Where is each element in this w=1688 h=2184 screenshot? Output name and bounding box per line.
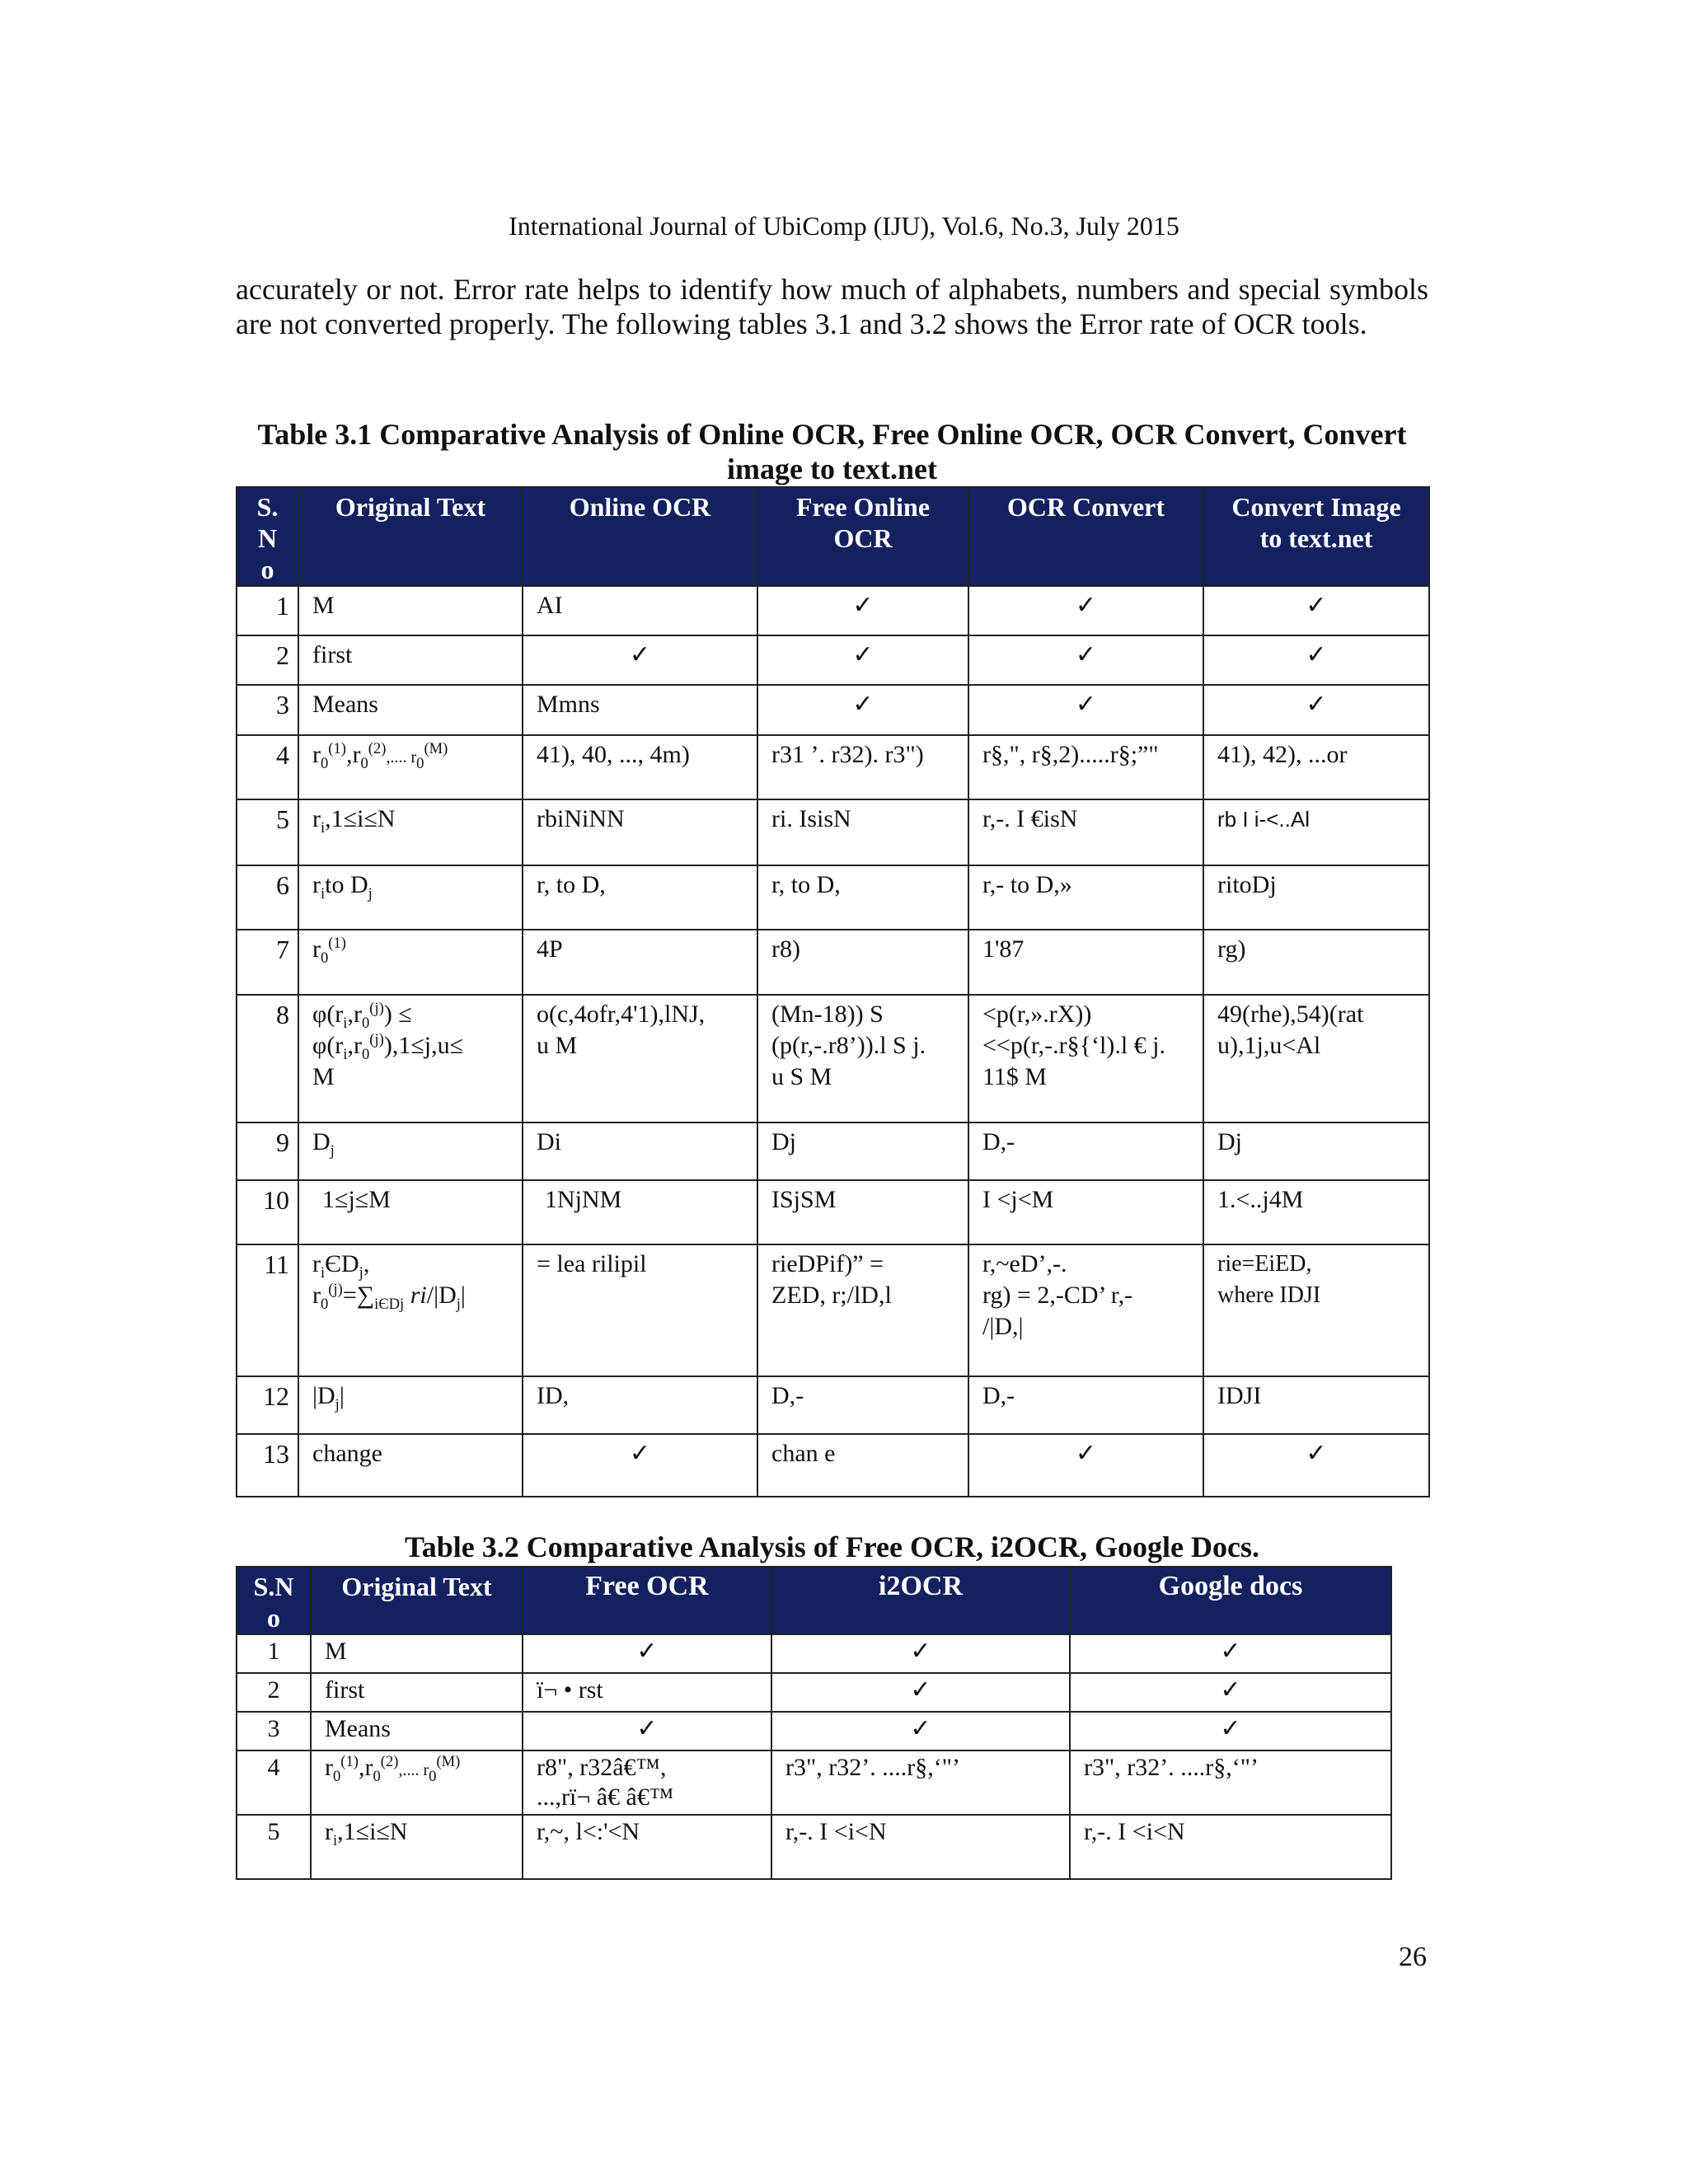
ocr-convert-cell: <p(r,».rX)) <<p(r,-.r§{‘l).l € j. 11$ M [968,995,1203,1122]
sn-cell: 5 [237,1815,311,1879]
original-cell: M [298,586,523,635]
running-header: International Journal of UbiComp (IJU), Vol.6, No.3, July 2015 [509,211,1179,241]
ocr-convert-cell: r,~eD’,-. rg) = 2,-CD’ r,- /|D,| [968,1244,1203,1376]
free-online-ocr-cell: r, to D, [757,865,968,930]
free-online-ocr-cell: chan e [757,1434,968,1497]
intro-paragraph: accurately or not. Error rate helps to identify how much of alphabets, numbers and special symbols are not converted properly. The following tables 3.1 and 3.2 shows the Error rate of OCR tools. [236,273,1428,340]
ocr-convert-cell: D,- [968,1376,1203,1434]
check-icon: ✓ [968,685,1203,735]
check-icon: ✓ [771,1673,1070,1712]
ocr-convert-cell: D,- [968,1122,1203,1180]
convert-image-cell: 49(rhe),54)(rat u),1j,u<Al [1203,995,1429,1122]
ocr-convert-cell: r,-. I €isN [968,799,1203,865]
sn-cell: 9 [237,1122,298,1180]
table-header-row [237,487,1429,586]
check-icon: ✓ [523,1712,771,1750]
table-3-2-caption: Table 3.2 Comparative Analysis of Free OCR, i2OCR, Google Docs. [405,1530,1259,1563]
convert-image-cell: 1.<..j4M [1203,1180,1429,1244]
table-row [237,635,1429,685]
header-free-ocr: Free OCR [523,1567,771,1634]
free-online-ocr-cell: ri. IsisN [757,799,968,865]
free-online-ocr-cell: r8) [757,930,968,995]
table-row [237,995,1429,1122]
page-number: 26 [1399,1942,1427,1972]
sn-cell: 2 [237,1673,311,1712]
original-cell: M [311,1634,523,1673]
free-ocr-cell: r8", r32â€™, ...,rï¬ â€ â€™ [523,1750,771,1815]
online-ocr-cell: Di [523,1122,757,1180]
original-cell: $r_0^{(1)},r_0^{(2)}$,.... $r_0^{(M)}$ [298,735,523,799]
check-icon: ✓ [1203,586,1429,635]
table-row [237,799,1429,865]
check-icon: ✓ [1203,685,1429,735]
sn-cell: 12 [237,1376,298,1434]
table-row [237,930,1429,995]
free-online-ocr-cell: rieDPif)” = ZED, r;/lD,l [757,1244,968,1376]
table-3-1 [236,486,1430,1497]
header-sno: S.N o [237,1567,311,1634]
sn-cell: 3 [237,1712,311,1750]
original-cell: $r_iЄD_j$, $r_0^{(j)}=\sum_{iЄDj}$ $ri/|D_j|$ [298,1244,523,1376]
sn-cell: 1 [237,586,298,635]
table-row [237,1180,1429,1244]
table-row [237,865,1429,930]
sn-cell: 10 [237,1180,298,1244]
check-icon: ✓ [1070,1712,1391,1750]
table-3-2 [236,1566,1392,1880]
online-ocr-cell: r, to D, [523,865,757,930]
header-online-ocr: Online OCR [523,487,757,586]
original-cell: $r_i,1\le i\le N$ [311,1815,523,1879]
sn-cell: 11 [237,1244,298,1376]
original-cell: Means [298,685,523,735]
header-sno: S. N o [237,487,298,586]
table-row [237,1750,1391,1815]
check-icon: ✓ [771,1712,1070,1750]
convert-image-cell: rb I i-<..Al [1203,799,1429,865]
original-cell: first [298,635,523,685]
original-cell: $r_0^{(1)}$ [298,930,523,995]
google-docs-cell: r,-. I <i<N [1070,1815,1391,1879]
google-docs-cell: r3", r32’. ....r§,‘"’ [1070,1750,1391,1815]
original-cell: $|D_j|$ [298,1376,523,1434]
i2ocr-cell: r3", r32’. ....r§,‘"’ [771,1750,1070,1815]
check-icon: ✓ [523,635,757,685]
header-ocr-convert: OCR Convert [968,487,1203,586]
free-ocr-cell: r,~, l<:'<N [523,1815,771,1879]
online-ocr-cell: ID, [523,1376,757,1434]
sn-cell: 2 [237,635,298,685]
sn-cell: 6 [237,865,298,930]
sn-cell: 3 [237,685,298,735]
convert-image-cell: ritoDj [1203,865,1429,930]
online-ocr-cell: 1NjNM [523,1180,757,1244]
check-icon: ✓ [1203,1434,1429,1497]
online-ocr-cell: 4P [523,930,757,995]
sn-cell: 8 [237,995,298,1122]
sn-cell: 1 [237,1634,311,1673]
free-online-ocr-cell: ISjSM [757,1180,968,1244]
convert-image-cell: 41), 42), ...or [1203,735,1429,799]
ocr-convert-cell: 1'87 [968,930,1203,995]
table-row [237,1634,1391,1673]
sn-cell: 7 [237,930,298,995]
sn-cell: 4 [237,1750,311,1815]
online-ocr-cell: o(c,4ofr,4'1),lNJ, u M [523,995,757,1122]
ocr-convert-cell: r,- to D,» [968,865,1203,930]
sn-cell: 5 [237,799,298,865]
check-icon: ✓ [968,635,1203,685]
original-cell: change [298,1434,523,1497]
free-online-ocr-cell: Dj [757,1122,968,1180]
sn-cell: 4 [237,735,298,799]
original-cell: $r_0^{(1)},r_0^{(2)}$,.... $r_0^{(M)}$ [311,1750,523,1815]
i2ocr-cell: r,-. I <i<N [771,1815,1070,1879]
check-icon: ✓ [1070,1634,1391,1673]
check-icon: ✓ [757,586,968,635]
ocr-convert-cell: r§,", r§,2).....r§;”" [968,735,1203,799]
table-row [237,1122,1429,1180]
table-row [237,1815,1391,1879]
check-icon: ✓ [1203,635,1429,685]
original-cell: $\varphi(r_i,r_0^{(j)})$ ≤ $\varphi(r_i,r_0^{(j)}),1\le j,u\le$ M [298,995,523,1122]
header-original-text: Original Text [298,487,523,586]
online-ocr-cell: AI [523,586,757,635]
convert-image-cell: rie=EiED, where IDJI [1203,1244,1429,1376]
free-online-ocr-cell: r31 ’. r32). r3") [757,735,968,799]
table-header-row [237,1567,1391,1634]
table-row [237,586,1429,635]
online-ocr-cell: rbiNiNN [523,799,757,865]
table-row [237,1434,1429,1497]
header-convert-image: Convert Image to text.net [1203,487,1429,586]
original-cell: first [311,1673,523,1712]
table-3-1-caption: Table 3.1 Comparative Analysis of Online OCR, Free Online OCR, OCR Convert, Convert image to text.net [257,418,1407,485]
header-original-text: Original Text [311,1567,523,1634]
free-ocr-cell: ï¬ • rst [523,1673,771,1712]
check-icon: ✓ [968,586,1203,635]
convert-image-cell: IDJI [1203,1376,1429,1434]
check-icon: ✓ [968,1434,1203,1497]
table-row [237,1376,1429,1434]
check-icon: ✓ [771,1634,1070,1673]
original-cell: $D_j$ [298,1122,523,1180]
header-free-online-ocr: Free Online OCR [757,487,968,586]
check-icon: ✓ [757,685,968,735]
check-icon: ✓ [523,1434,757,1497]
online-ocr-cell: 41), 40, ..., 4m) [523,735,757,799]
ocr-convert-cell: I <j<M [968,1180,1203,1244]
original-cell: Means [311,1712,523,1750]
table-row [237,1244,1429,1376]
free-online-ocr-cell: (Mn-18)) S (p(r,-.r8’)).l S j. u S M [757,995,968,1122]
original-cell: 1≤j≤M [298,1180,523,1244]
sn-cell: 13 [237,1434,298,1497]
convert-image-cell: Dj [1203,1122,1429,1180]
free-online-ocr-cell: D,- [757,1376,968,1434]
check-icon: ✓ [523,1634,771,1673]
check-icon: ✓ [757,635,968,685]
table-row [237,1673,1391,1712]
convert-image-cell: rg) [1203,930,1429,995]
table-row [237,735,1429,799]
online-ocr-cell: = lea rilipil [523,1244,757,1376]
header-i2ocr: i2OCR [771,1567,1070,1634]
check-icon: ✓ [1070,1673,1391,1712]
table-row [237,685,1429,735]
header-google-docs: Google docs [1070,1567,1391,1634]
online-ocr-cell: Mmns [523,685,757,735]
original-cell: $r_ito$ $D_j$ [298,865,523,930]
original-cell: $r_i,1\le i\le N$ [298,799,523,865]
table-row [237,1712,1391,1750]
